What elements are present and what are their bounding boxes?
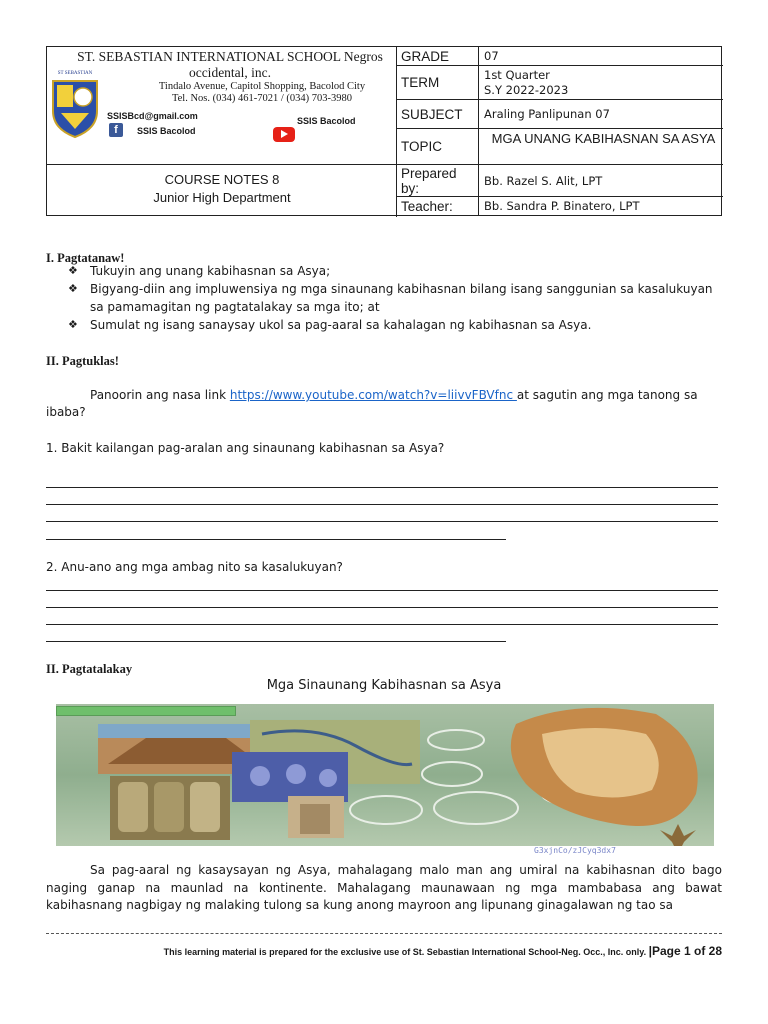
instruction-after-link: at sagutin ang mga tanong sa ibaba? — [46, 388, 698, 419]
course-notes-label: COURSE NOTES 8 — [164, 172, 280, 187]
school-address — [137, 81, 387, 105]
teacher-value: Bb. Sandra P. Binatero, LPT — [484, 199, 640, 213]
section-pagtatalakay-heading: II. Pagtatalakay — [46, 662, 133, 676]
collage-graphic — [56, 704, 714, 846]
footer-divider — [46, 933, 722, 934]
school-name: ST. SEBASTIAN INTERNATIONAL SCHOOL Negros occidental, inc. — [77, 49, 383, 80]
answer-line[interactable] — [46, 504, 718, 505]
svg-text:ST SEBASTIAN: ST SEBASTIAN — [57, 71, 93, 76]
term-value — [480, 66, 723, 99]
objectives-list — [66, 262, 726, 334]
footer-notice: This learning material is prepared for the exclusive use of St. Sebastian International School-Neg. Occ., Inc. only. — [163, 947, 647, 957]
image-title: Mga Sinaunang Kabihasnan sa Asya — [266, 678, 502, 693]
teacher-label: Teacher: — [397, 197, 479, 216]
grade-label: GRADE — [397, 47, 479, 65]
page-number: |Page 1 of 28 — [648, 944, 722, 958]
address-line: Tindalo Avenue, Capitol Shopping, Bacolod City — [158, 81, 366, 92]
course-title — [47, 171, 397, 207]
answer-line[interactable] — [46, 624, 718, 625]
answer-line[interactable] — [46, 487, 718, 488]
question-2: 2. Anu-ano ang mga ambag nito sa kasalukuyan? — [46, 560, 343, 574]
grade-row — [397, 47, 723, 66]
course-cell — [47, 165, 397, 217]
header-table — [46, 46, 722, 216]
footer — [164, 944, 722, 958]
answer-line[interactable] — [46, 641, 506, 642]
youtube-icon[interactable] — [273, 127, 295, 142]
grade-value: 07 — [484, 49, 499, 63]
discussion-paragraph: Sa pag-aaral ng kasaysayan ng Asya, mahalagang malo man ang umiral na kabihasnan dito bago naging ganap na maunlad na kontinente. Mahalagang maunawaan ng mga mambabasa ang bawat kabihasnang nagbigay ng malaking tulong sa kung anong mayroon ang lipunang ginagalawan ng tao sa — [46, 863, 722, 912]
question-1: 1. Bakit kailangan pag-aralan ang sinaunang kabihasnan sa Asya? — [46, 441, 445, 455]
answer-line[interactable] — [46, 521, 718, 522]
topic-row — [397, 129, 723, 165]
school-info-cell — [47, 47, 397, 165]
topic-value: MGA UNANG KABIHASNAN SA ASYA — [491, 131, 716, 146]
term-label: TERM — [397, 66, 479, 99]
objective-item: ❖ Tukuyin ang unang kabihasnan sa Asya; — [66, 262, 726, 280]
ancient-civilizations-collage — [56, 704, 714, 846]
school-email[interactable]: SSISBcd@gmail.com — [107, 111, 198, 121]
subject-row — [397, 100, 723, 129]
answer-line[interactable] — [46, 607, 718, 608]
facebook-label[interactable]: SSIS Bacolod — [137, 126, 196, 136]
subject-value: Araling Panlipunan 07 — [484, 107, 610, 121]
answer-line[interactable] — [46, 539, 506, 540]
youtube-label[interactable]: SSIS Bacolod — [297, 116, 356, 126]
topic-label: TOPIC — [397, 129, 479, 164]
prepared-by-label: Prepared by: — [397, 165, 479, 196]
section-pagtuklas-heading: II. Pagtuklas! — [46, 354, 119, 368]
image-caption: G3xjnCo/zJCyq3dx7 — [534, 846, 616, 855]
facebook-icon[interactable]: f — [109, 123, 123, 137]
youtube-link[interactable]: https://www.youtube.com/watch?v=liivvFBVfnc — [229, 388, 517, 402]
prepared-by-value: Bb. Razel S. Alit, LPT — [484, 174, 603, 188]
video-instruction — [46, 387, 718, 421]
subject-label: SUBJECT — [397, 100, 479, 128]
objective-item: ❖ Sumulat ng isang sanaysay ukol sa pag-aaral sa kahalagan ng kabihasnan sa Asya. — [66, 316, 726, 334]
objective-item: ❖ Bigyang-diin ang impluwensiya ng mga sinaunang kabihasnan bilang isang sanggunian sa kasalukuyan sa pamamagitan ng pagtatalakay sa mga ito; at — [66, 280, 726, 316]
answer-line[interactable] — [46, 590, 718, 591]
phone-line: Tel. Nos. (034) 461-7021 / (034) 703-3980 — [171, 93, 353, 104]
department-label: Junior High Department — [153, 190, 291, 205]
instruction-before-link: Panoorin ang nasa link — [90, 388, 230, 402]
section-pagtatanaw-heading: I. Pagtatanaw! — [46, 251, 125, 265]
term-school-year: S.Y 2022-2023 — [484, 83, 569, 97]
prepared-by-row — [397, 165, 723, 197]
teacher-row — [397, 197, 723, 216]
term-row — [397, 66, 723, 100]
term-quarter: 1st Quarter — [484, 68, 550, 82]
